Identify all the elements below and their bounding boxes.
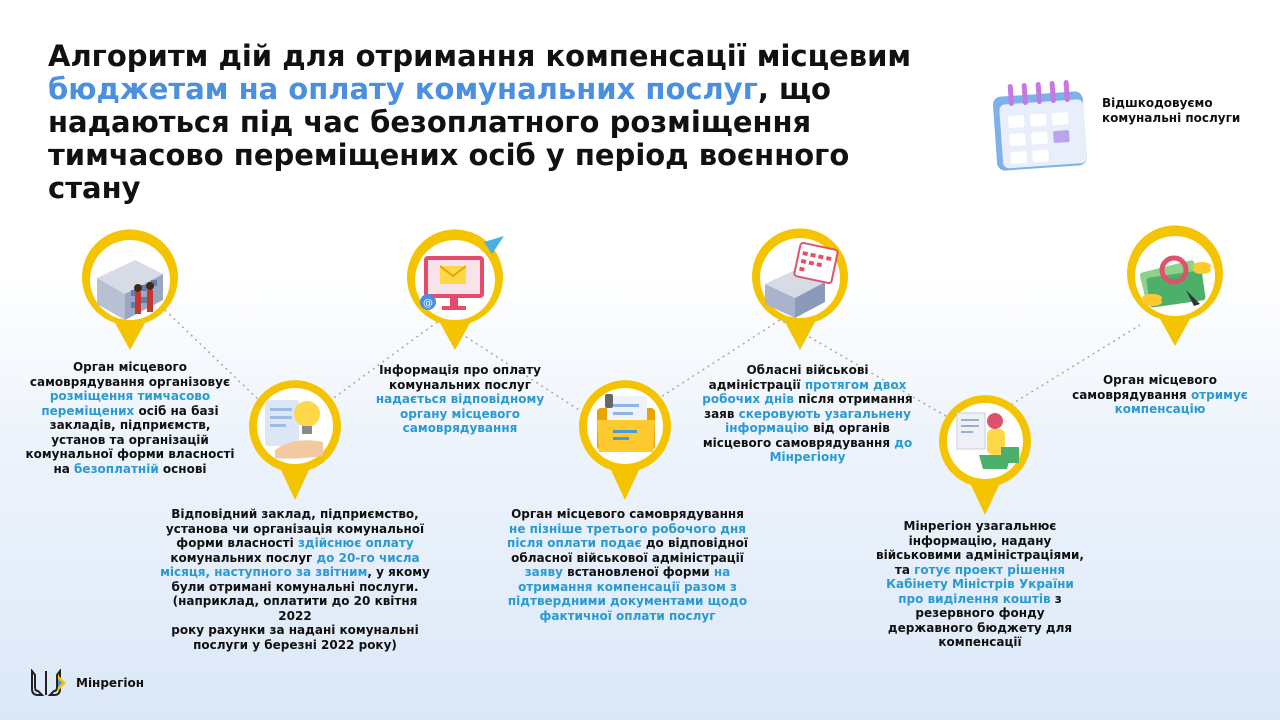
step-4-highlight: подає [600,536,642,550]
step-5-text [690,363,925,465]
step-5-highlight: до [894,435,913,450]
money-coins-icon [1120,224,1230,348]
title-line-2-highlight: бюджетам на оплату комунальних послуг [48,72,758,106]
step-5-highlight: протягом двох [804,377,907,392]
step-6-line: з [1054,591,1062,606]
step-5-highlight: Мінрегіону [769,450,846,464]
step-6-line: компенсації [938,635,1022,649]
step-2-line: Відповідний заклад, підприємство, [171,507,419,521]
step-4-line: встановленої форми [567,565,710,579]
building-calendar-icon [745,224,855,352]
step-2-line: форми власності [176,536,294,550]
step-7-text [1065,373,1255,417]
step-2-highlight: до 20-го числа [316,550,420,565]
title-line-2-rest: , що [757,72,831,106]
title-line-1: Алгоритм дій для отримання компенсації місцевим [48,39,912,73]
step-6-line: резервного фонду [915,606,1045,620]
step-5-line: місцевого самоврядування [702,435,891,450]
step-6-text [860,519,1100,650]
step-1-line: закладів, підприємств, [49,418,211,432]
step-5-line: адміністрації [708,377,801,392]
step-5-highlight: робочих днів [702,392,794,406]
step-7-line: самоврядування [1072,387,1187,402]
logo-text: Мінрегіон [76,676,144,690]
step-6-highlight: Кабінету Міністрів України [886,577,1074,591]
step-5-line: після отримання [798,392,913,406]
step-6-line: та [894,562,910,577]
step-2-line: послуги у березні 2022 року) [193,637,397,652]
folder-documents-icon [575,368,675,502]
step-1-highlight: розміщення тимчасово [49,389,211,403]
step-3-highlight: органу місцевого [400,406,520,421]
step-2-line: установа чи організація комунальної [165,521,425,536]
step-6-line: інформацію, надану [908,533,1052,548]
step-4-line: Орган місцевого самоврядування [511,507,744,521]
step-1-line: комунальної форми власності [25,447,235,461]
step-6-line: державного бюджету для [887,620,1073,635]
step-3-text [365,363,555,436]
step-1-line: установ та організацій [51,432,209,447]
step-7-highlight: компенсацію [1114,402,1206,416]
legend-line-2: комунальні послуги [1102,111,1241,125]
step-3-line: комунальних послуг [389,377,531,392]
step-5-highlight: скеровують узагальнену [738,406,911,421]
title-line-4: тимчасово переміщених осіб у період воєнного стану [48,138,850,205]
step-4-highlight: фактичної оплати послуг [539,608,716,623]
step-3-highlight: надається відповідному [375,392,545,406]
step-2-line: (наприклад, оплатити до 20 квітня 2022 [172,594,418,623]
title-line-3: надаються під час безоплатного розміщення [48,105,812,139]
ministry-logo [28,668,144,698]
step-5-line: від органів [813,421,890,435]
svg-text:@: @ [423,298,433,309]
step-2-line: були отримані комунальні послуги. [171,579,419,594]
step-6-line: військовими адміністраціями, [876,548,1084,562]
step-1-highlight: безоплатній [74,461,159,476]
step-4-highlight: не пізніше третього робочого дня [509,521,746,536]
step-2-highlight: здійснює оплату [297,536,414,550]
step-5-line: заяв [704,406,735,421]
step-2-line: року рахунки за надані комунальні [171,623,419,637]
step-4-line: обласної військової адміністрації [511,550,744,565]
step-1-line: Орган місцевого [72,360,188,374]
legend-line-1: Відшкодовуємо [1102,96,1213,110]
trident-icon [28,669,68,697]
step-5-line: Обласні військові [746,363,869,377]
step-4-highlight: підтвердними документами щодо [507,594,748,608]
monitor-mail-icon [400,228,510,352]
step-1-text [10,360,250,476]
step-1-highlight: переміщених [41,403,135,418]
step-4-highlight: після оплати [507,536,597,550]
step-7-highlight: отримує [1190,387,1248,402]
step-1-line: самоврядування організовує [29,374,231,389]
step-4-highlight: отримання компенсації разом з [518,579,737,594]
step-3-line: Інформація про оплату [379,363,541,377]
step-6-highlight: готує проект рішення [914,562,1066,577]
step-3-highlight: самоврядування [402,421,518,435]
step-4-text [495,507,760,623]
step-6-highlight: про виділення коштів [898,591,1051,606]
step-1-line: осіб на базі [138,403,219,418]
step-1-line: на [53,461,70,476]
step-5-highlight: інформацію [725,421,809,435]
step-2-line: , у якому [367,565,430,579]
step-1-line: основі [162,461,207,476]
step-2-line: комунальних послуг [170,550,313,565]
step-4-highlight: заяву [524,565,563,579]
lightbulb-hand-icon [245,370,345,502]
step-2-text [160,507,430,652]
step-7-line: Орган місцевого [1102,373,1218,387]
step-4-highlight: на [713,565,731,579]
step-6-line: Мінрегіон узагальнює [903,519,1057,533]
building-people-icon [75,228,185,352]
step-2-highlight: місяця, наступного за звітним [160,565,368,579]
step-4-line: до відповідної [645,536,748,550]
person-documents-icon [935,385,1035,517]
